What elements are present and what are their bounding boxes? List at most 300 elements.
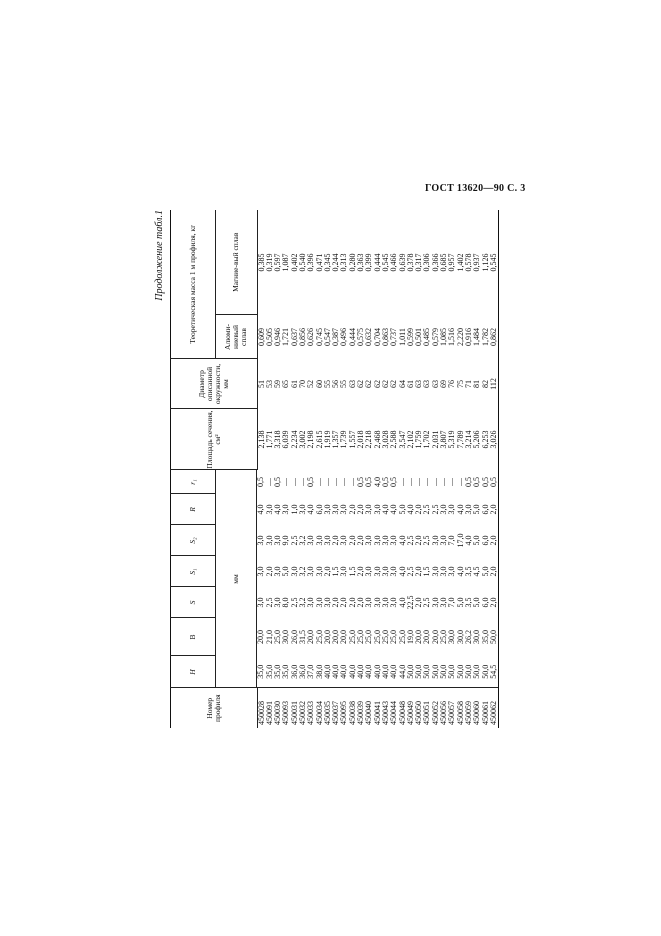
table-cell: 450035: [324, 688, 332, 728]
table-cell: 2,5: [405, 566, 415, 577]
table-cell: 25,0: [372, 630, 382, 644]
table-cell: —: [455, 478, 465, 486]
table-cell: 3,002: [297, 430, 307, 449]
table-cell: 4,0: [405, 504, 415, 515]
table-cell: 0,471: [314, 253, 324, 272]
table-cell: 50,0: [422, 664, 432, 679]
table-cell: 50,0: [430, 664, 440, 679]
table-cell: 54,5: [490, 656, 499, 688]
table-cell: 21,0: [264, 630, 274, 644]
table-cell: 3,2: [297, 535, 307, 546]
table-cell: 2,5: [430, 504, 440, 515]
table-row: [266, 210, 274, 728]
table-cell: —: [281, 478, 291, 486]
table-row: [340, 210, 348, 728]
table-cell: 20,0: [331, 630, 341, 644]
table-cell: 5,0: [472, 504, 482, 515]
table-cell: 0,5: [472, 477, 482, 487]
page-header: ГОСТ 13620—90 С. 3: [425, 183, 526, 194]
table-row: [465, 210, 473, 728]
table-cell: 0,856: [297, 328, 307, 346]
table-cell: 3,0: [364, 504, 374, 515]
table-cell: 36,0: [297, 664, 307, 679]
table-cell: 3,0: [380, 566, 390, 577]
table-cell: 50,0: [447, 664, 457, 679]
table-cell: 2,218: [364, 430, 374, 449]
table-cell: 5,0: [455, 597, 465, 608]
table-cell: 8,0: [281, 597, 291, 608]
table-row: [365, 210, 373, 728]
table-cell: 17,0: [455, 533, 465, 548]
table-cell: 62: [372, 380, 382, 388]
table-cell: 0,505: [264, 328, 274, 346]
table-cell: 62: [356, 380, 366, 388]
table-cell: 3,0: [273, 597, 283, 608]
table-cell: 3,0: [264, 535, 274, 546]
table-cell: 4,0: [463, 535, 473, 546]
table-cell: —: [314, 478, 324, 486]
table-row: [349, 210, 357, 728]
table-cell: 2,0: [347, 535, 357, 546]
col-profile-no: Номер профиля: [171, 688, 258, 728]
table-cell: 4,0: [273, 504, 283, 515]
table-cell: 25,0: [356, 630, 366, 644]
table-cell: 3,0: [339, 566, 349, 577]
table-cell: 3,0: [380, 535, 390, 546]
table-cell: 3,0: [306, 535, 316, 546]
table-cell: 0,578: [463, 253, 473, 272]
table-cell: 450048: [399, 688, 407, 728]
table-cell: 25,0: [314, 630, 324, 644]
table-cell: 3,0: [439, 597, 449, 608]
table-cell: 50,0: [414, 664, 424, 679]
table-cell: 0,5: [306, 477, 316, 487]
continuation-caption: Продолжение табл.1: [154, 210, 165, 301]
table-cell: 4,0: [372, 477, 382, 487]
table-cell: 40,0: [356, 664, 366, 679]
table-cell: 0,863: [380, 328, 390, 346]
table-cell: 0,916: [463, 328, 473, 346]
table-cell: 3,0: [314, 597, 324, 608]
table-cell: 2,0: [264, 566, 274, 577]
table-row: [324, 210, 332, 728]
table-cell: 40,0: [322, 664, 332, 679]
table-cell: 82: [480, 380, 490, 388]
table-cell: 2,5: [289, 535, 299, 546]
table-cell: 0,444: [372, 253, 382, 272]
table-cell: 3,0: [430, 535, 440, 546]
table-cell: 2,5: [289, 597, 299, 608]
table-cell: 6,253: [480, 430, 490, 449]
table-cell: 50,0: [472, 664, 482, 679]
table-cell: 35,0: [273, 664, 283, 679]
col-s: S: [171, 587, 216, 618]
col-mass-mag: Магние-вый сплав: [216, 210, 258, 315]
table-cell: 50,0: [463, 664, 473, 679]
table-cell: 450058: [457, 688, 465, 728]
table-cell: 3,0: [289, 566, 299, 577]
table-cell: 4,0: [455, 566, 465, 577]
table-cell: 0,399: [364, 253, 374, 272]
table-cell: 20,0: [414, 630, 424, 644]
table-cell: 63: [347, 380, 357, 388]
table-cell: 0,547: [322, 328, 332, 346]
table-cell: 0,5: [356, 477, 366, 487]
table-cell: 450043: [382, 688, 390, 728]
table-cell: 2,0: [414, 535, 424, 546]
table-cell: 2,0: [490, 587, 499, 618]
table-cell: 40,0: [389, 664, 399, 679]
table-cell: 1,085: [439, 328, 449, 346]
table-cell: 2,0: [356, 566, 366, 577]
table-cell: 3,0: [372, 566, 382, 577]
table-cell: —: [264, 478, 274, 486]
table-cell: 2,031: [430, 430, 440, 449]
table-row: [257, 210, 266, 728]
table-cell: 2,5: [264, 597, 274, 608]
col-r1: r₁: [171, 470, 216, 494]
table-cell: 53: [264, 380, 274, 388]
table-cell: 3,0: [439, 535, 449, 546]
table-cell: 3,0: [389, 566, 399, 577]
table-cell: 7,789: [455, 430, 465, 449]
table-cell: 50,0: [480, 664, 490, 679]
table-cell: 1,402: [455, 253, 465, 272]
table-cell: 3,0: [297, 504, 307, 515]
table-cell: 450032: [299, 688, 307, 728]
table-cell: 0,363: [356, 253, 366, 272]
table-cell: 55: [339, 380, 349, 388]
table-cell: 2,0: [490, 556, 499, 587]
table-cell: 76: [447, 380, 457, 388]
table-cell: 0,5: [380, 477, 390, 487]
table-cell: 51: [256, 380, 266, 388]
table-cell: 2,0: [331, 597, 341, 608]
table-cell: 0,862: [490, 315, 499, 359]
table-cell: 3,0: [430, 566, 440, 577]
table-row: [490, 210, 499, 728]
table-cell: 1,516: [447, 328, 457, 346]
table-cell: 0,545: [380, 253, 390, 272]
table-cell: 0,280: [347, 253, 357, 272]
table-cell: 30,0: [455, 630, 465, 644]
table-cell: 4,0: [380, 504, 390, 515]
table-row: [440, 210, 448, 728]
table-cell: 450040: [365, 688, 373, 728]
col-h: H: [171, 656, 216, 688]
table-cell: 1,011: [397, 328, 407, 346]
table-cell: 1,484: [472, 328, 482, 346]
table-cell: 36,0: [289, 664, 299, 679]
table-cell: 50,0: [405, 664, 415, 679]
table-cell: 19,0: [405, 630, 415, 644]
table-cell: 30,0: [472, 630, 482, 644]
table-cell: 1,739: [339, 430, 349, 449]
table-cell: 450050: [415, 688, 423, 728]
table-cell: 450039: [357, 688, 365, 728]
table-cell: 450057: [448, 688, 456, 728]
table-cell: 61: [289, 380, 299, 388]
table-cell: 2,5: [422, 597, 432, 608]
table-cell: 0,317: [414, 253, 424, 272]
table-row: [423, 210, 431, 728]
table-cell: 3,0: [281, 504, 291, 515]
table-cell: 35,0: [480, 630, 490, 644]
table-cell: 0,444: [347, 328, 357, 346]
table-cell: 25,0: [397, 630, 407, 644]
table-cell: 3,0: [339, 535, 349, 546]
table-cell: 2,0: [414, 504, 424, 515]
table-cell: 2,220: [455, 328, 465, 346]
table-cell: —: [422, 478, 432, 486]
table-row: [274, 210, 282, 728]
col-diameter: Диаметр описанной окружности, мм: [171, 359, 258, 409]
table-cell: 5,0: [480, 566, 490, 577]
table-cell: 450095: [340, 688, 348, 728]
table-row: [432, 210, 440, 728]
table-cell: 3,0: [430, 597, 440, 608]
table-cell: 3,0: [447, 504, 457, 515]
table-cell: 40,0: [347, 664, 357, 679]
table-cell: 3,0: [256, 566, 266, 577]
table-cell: 2,0: [414, 597, 424, 608]
table-cell: —: [405, 478, 415, 486]
table-cell: 7,0: [447, 597, 457, 608]
table-cell: 0,639: [397, 253, 407, 272]
table-cell: —: [297, 478, 307, 486]
table-row: [316, 210, 324, 728]
table-cell: 2,0: [356, 504, 366, 515]
table-cell: 5,206: [472, 430, 482, 449]
table-cell: 0,937: [472, 253, 482, 272]
col-b: B: [171, 618, 216, 656]
profiles-table: [170, 210, 499, 728]
table-cell: 450031: [291, 688, 299, 728]
table-cell: 3,0: [389, 535, 399, 546]
table-cell: 38,0: [314, 664, 324, 679]
table-cell: 0,485: [422, 328, 432, 346]
table-cell: 3,0: [372, 597, 382, 608]
table-cell: 40,0: [372, 664, 382, 679]
table-cell: 25,0: [273, 630, 283, 644]
table-cell: 31,5: [297, 630, 307, 644]
table-cell: 450044: [390, 688, 398, 728]
table-cell: 2,0: [356, 535, 366, 546]
table-cell: 50,0: [490, 618, 499, 656]
table-cell: —: [289, 478, 299, 486]
table-cell: 1,0: [289, 504, 299, 515]
table-cell: 0,5: [364, 477, 374, 487]
table-cell: 25,0: [380, 630, 390, 644]
table-cell: 0,957: [447, 253, 457, 272]
table-cell: 4,5: [472, 566, 482, 577]
table-cell: 2,102: [405, 430, 415, 449]
table-cell: 2,0: [414, 566, 424, 577]
table-cell: 0,501: [414, 328, 424, 346]
table-cell: 40,0: [331, 664, 341, 679]
table-cell: 3,0: [322, 535, 332, 546]
table-cell: 0,5: [463, 477, 473, 487]
table-cell: 20,0: [422, 630, 432, 644]
table-cell: 69: [439, 380, 449, 388]
table-cell: 450028: [257, 688, 266, 728]
table-cell: 35,0: [281, 664, 291, 679]
table-cell: 5,0: [281, 566, 291, 577]
table-cell: 25,0: [439, 630, 449, 644]
table-cell: 0,637: [289, 328, 299, 346]
table-cell: —: [414, 478, 424, 486]
table-cell: 63: [430, 380, 440, 388]
table-cell: 3,0: [439, 504, 449, 515]
table-cell: 5,319: [447, 430, 457, 449]
table-cell: 1,357: [331, 430, 341, 449]
table-cell: 0,319: [264, 253, 274, 272]
table-cell: 450041: [374, 688, 382, 728]
table-cell: 2,0: [347, 504, 357, 515]
table-cell: 1,5: [347, 566, 357, 577]
table-cell: 0,345: [322, 253, 332, 272]
table-cell: 450030: [274, 688, 282, 728]
table-row: [390, 210, 398, 728]
table-cell: 3,214: [463, 430, 473, 449]
table-cell: 50,0: [439, 664, 449, 679]
table-cell: 26,0: [289, 630, 299, 644]
table-cell: 20,0: [430, 630, 440, 644]
table-cell: 0,626: [306, 328, 316, 346]
table-cell: 3,547: [397, 430, 407, 449]
table-cell: 9,0: [281, 535, 291, 546]
table-cell: —: [430, 478, 440, 486]
table-cell: 44,0: [397, 664, 407, 679]
table-cell: 35,0: [256, 664, 266, 679]
table-cell: 3,807: [439, 430, 449, 449]
table-cell: 22,5: [405, 595, 415, 610]
table-row: [374, 210, 382, 728]
table-cell: 450059: [465, 688, 473, 728]
table-cell: —: [439, 478, 449, 486]
table-cell: 52: [306, 380, 316, 388]
table-cell: 0,385: [256, 253, 266, 272]
table-cell: 3,026: [490, 409, 499, 470]
table-cell: 5,0: [472, 597, 482, 608]
table-cell: 60: [314, 380, 324, 388]
table-cell: 2,0: [347, 597, 357, 608]
table-cell: 1,782: [480, 328, 490, 346]
table-cell: 3,0: [380, 597, 390, 608]
table-cell: 3,0: [322, 597, 332, 608]
table-cell: 0,540: [297, 253, 307, 272]
table-row: [482, 210, 490, 728]
table-cell: —: [331, 478, 341, 486]
table-cell: 50,0: [455, 664, 465, 679]
table-cell: 450033: [307, 688, 315, 728]
table-cell: 3,0: [273, 566, 283, 577]
table-cell: 7,0: [447, 535, 457, 546]
table-cell: 3,0: [389, 597, 399, 608]
table-cell: 4,0: [455, 504, 465, 515]
table-cell: 63: [422, 380, 432, 388]
table-cell: 0,366: [430, 253, 440, 272]
table-cell: 0,306: [422, 253, 432, 272]
col-mass-alu: Алюми-ниевый сплав: [216, 315, 258, 359]
table-row: [399, 210, 407, 728]
table-cell: 81: [472, 380, 482, 388]
table-cell: 30,0: [281, 630, 291, 644]
table-cell: 5,0: [472, 535, 482, 546]
table-cell: 25,0: [389, 630, 399, 644]
table-cell: 0,387: [331, 328, 341, 346]
table-cell: 3,0: [273, 535, 283, 546]
table-cell: —: [322, 478, 332, 486]
table-cell: 4,0: [306, 504, 316, 515]
table-cell: 450051: [423, 688, 431, 728]
table-row: [407, 210, 415, 728]
table-row: [357, 210, 365, 728]
table-cell: 0,545: [490, 210, 499, 315]
table-cell: 1,702: [422, 430, 432, 449]
table-cell: 1,5: [331, 566, 341, 577]
table-cell: 5,0: [397, 504, 407, 515]
table-cell: 0,5: [256, 477, 266, 487]
table-cell: 0,685: [439, 253, 449, 272]
table-cell: 1,087: [281, 253, 291, 272]
table-cell: 2,615: [314, 430, 324, 449]
table-cell: 0,313: [339, 253, 349, 272]
table-cell: 0,579: [430, 328, 440, 346]
table-cell: 65: [281, 380, 291, 388]
table-cell: 6,0: [480, 597, 490, 608]
table-cell: 112: [490, 359, 499, 409]
table-cell: 2,5: [405, 535, 415, 546]
table-cell: 71: [463, 380, 473, 388]
table-cell: 3,028: [380, 430, 390, 449]
table-row: [282, 210, 290, 728]
table-cell: 4,0: [256, 504, 266, 515]
table-cell: 3,2: [297, 566, 307, 577]
table-cell: 3,0: [256, 597, 266, 608]
table-row: [307, 210, 315, 728]
table-cell: 20,0: [322, 630, 332, 644]
table-cell: 56: [331, 380, 341, 388]
table-cell: 450060: [473, 688, 481, 728]
table-cell: 3,0: [447, 566, 457, 577]
table-cell: 62: [364, 380, 374, 388]
table-cell: 70: [297, 380, 307, 388]
table-cell: 450056: [440, 688, 448, 728]
table-cell: 1,771: [264, 430, 274, 449]
table-cell: 2,0: [339, 597, 349, 608]
table-cell: 61: [405, 380, 415, 388]
table-row: [291, 210, 299, 728]
table-cell: 3,0: [256, 535, 266, 546]
table-cell: 3,0: [463, 504, 473, 515]
table-cell: 59: [273, 380, 283, 388]
table-cell: 2,0: [322, 566, 332, 577]
table-cell: 4,0: [389, 504, 399, 515]
table-cell: 6,039: [281, 430, 291, 449]
table-cell: 62: [380, 380, 390, 388]
table-cell: 62: [389, 380, 399, 388]
table-cell: 3,0: [364, 566, 374, 577]
table-cell: 40,0: [339, 664, 349, 679]
table-row: [382, 210, 390, 728]
table-cell: 20,0: [339, 630, 349, 644]
table-cell: 6,0: [314, 504, 324, 515]
table-cell: 0,575: [356, 328, 366, 346]
table-cell: 3,0: [372, 504, 382, 515]
table-cell: 2,588: [389, 430, 399, 449]
table-cell: 2,0: [331, 535, 341, 546]
